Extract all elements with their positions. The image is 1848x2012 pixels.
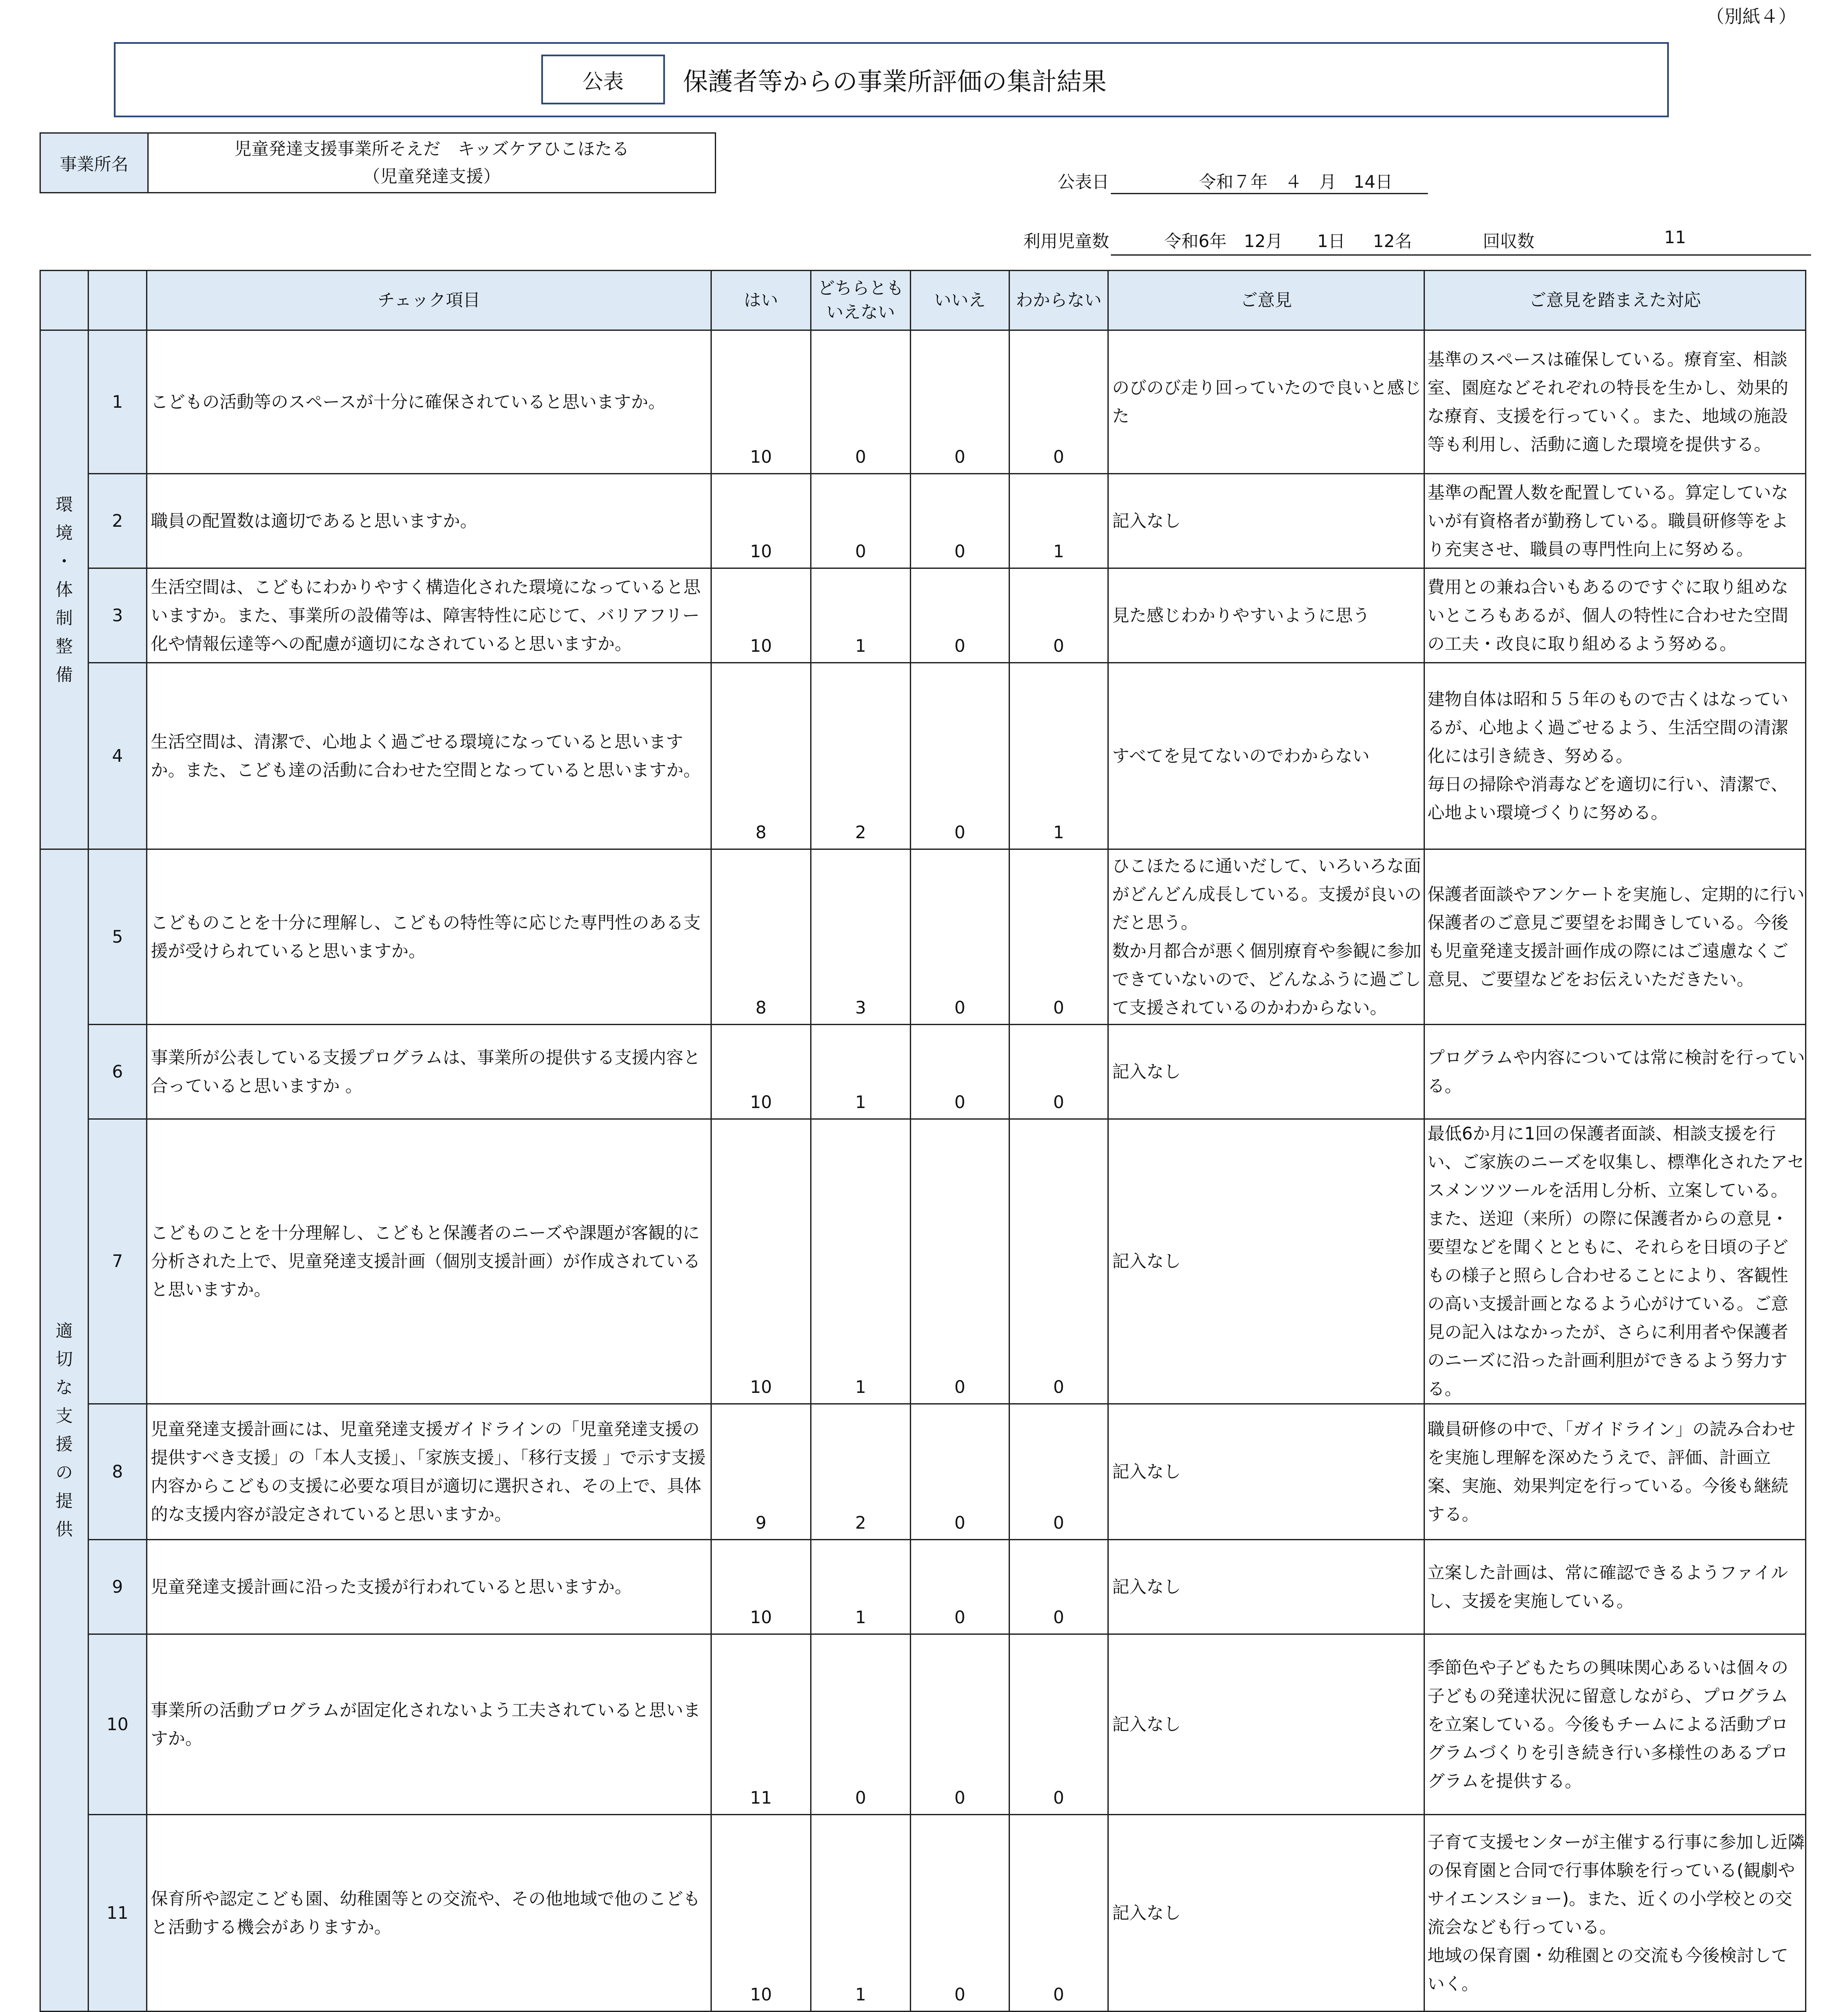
row-unknown-count: 1 (1009, 474, 1108, 568)
public-badge: 公表 (541, 55, 665, 104)
table-row (40, 1404, 1806, 1540)
row-neither-count: 1 (811, 1540, 911, 1634)
evaluation-table (40, 270, 1806, 2012)
row-number: 6 (88, 1025, 147, 1119)
row-yes-count: 10 (711, 330, 811, 474)
row-no-count: 0 (911, 568, 1009, 663)
row-question: 職員の配置数は適切であると思いますか。 (147, 474, 711, 568)
table-row (40, 1025, 1806, 1119)
category-environment (40, 330, 88, 849)
row-neither-count: 2 (811, 663, 911, 849)
header-response: ご意見を踏まえた対応 (1424, 271, 1806, 330)
table-row (40, 849, 1806, 1025)
row-question: こどもの活動等のスペースが十分に確保されていると思いますか。 (147, 330, 711, 474)
children-count-label: 利用児童数 (1023, 232, 1109, 251)
row-no-count: 0 (911, 1815, 1009, 2012)
row-yes-count: 10 (711, 1540, 811, 1634)
header-no: いいえ (911, 271, 1009, 330)
row-number: 1 (88, 330, 147, 474)
category-environment-label: 環 境 ・ 体 制 整 備 (55, 495, 73, 685)
row-no-count: 0 (911, 1540, 1009, 1634)
row-opinion: 記入なし (1108, 1815, 1424, 2012)
row-response: 基準のスペースは確保している。療育室、相談室、園庭などそれぞれの特長を生かし、効果的な療育、支援を行っていく。また、地域の施設等も利用し、活動に適した環境を提供する。 (1424, 330, 1806, 474)
office-name-value (148, 133, 716, 193)
row-neither-count: 3 (811, 849, 911, 1025)
table-row (40, 1634, 1806, 1815)
table-row (40, 568, 1806, 663)
row-unknown-count: 0 (1009, 1815, 1108, 2012)
header-category (40, 271, 88, 330)
row-number: 4 (88, 663, 147, 849)
row-question: 事業所が公表している支援プログラムは、事業所の提供する支援内容と合っていると思いますか 。 (147, 1025, 711, 1119)
header-opinion: ご意見 (1108, 271, 1424, 330)
office-name-line2: （児童発達支援） (363, 167, 500, 186)
row-response: プログラムや内容については常に検討を行っている。 (1424, 1025, 1806, 1119)
row-question: こどものことを十分理解し、こどもと保護者のニーズや課題が客観的に分析された上で、児童発達支援計画（個別支援計画）が作成されていると思いますか。 (147, 1119, 711, 1404)
row-opinion: 見た感じわかりやすいように思う (1108, 568, 1424, 663)
row-neither-count: 1 (811, 1025, 911, 1119)
row-opinion: 記入なし (1108, 474, 1424, 568)
table-row (40, 1815, 1806, 2012)
row-question: こどものことを十分に理解し、こどもの特性等に応じた専門性のある支援が受けられていると思いますか。 (147, 849, 711, 1025)
header-unknown: わからない (1009, 271, 1108, 330)
row-unknown-count: 0 (1009, 1119, 1108, 1404)
row-no-count: 0 (911, 1025, 1009, 1119)
page-title: 保護者等からの事業所評価の集計結果 (683, 67, 1107, 96)
row-number: 10 (88, 1634, 147, 1815)
row-yes-count: 10 (711, 1119, 811, 1404)
publication-date-label: 公表日 (1058, 172, 1109, 192)
row-response: 職員研修の中で、「ガイドライン」の読み合わせを実施し理解を深めたうえで、評価、計画立案、実施、効果判定を行っている。今後も継続する。 (1424, 1404, 1806, 1540)
row-yes-count: 8 (711, 663, 811, 849)
row-opinion: 記入なし (1108, 1119, 1424, 1404)
header-number (88, 271, 147, 330)
row-neither-count: 1 (811, 1815, 911, 2012)
row-no-count: 0 (911, 330, 1009, 474)
row-opinion: 記入なし (1108, 1404, 1424, 1540)
header-yes: はい (711, 271, 811, 330)
category-support-label: 適 切 な 支 援 の 提 供 (55, 1321, 73, 1539)
office-name-table (40, 132, 716, 193)
row-unknown-count: 1 (1009, 663, 1108, 849)
row-yes-count: 11 (711, 1634, 811, 1815)
collected-label: 回収数 (1483, 232, 1534, 251)
table-header-row (40, 271, 1806, 330)
category-support (40, 849, 88, 2012)
row-question: 生活空間は、清潔で、心地よく過ごせる環境になっていると思いますか。また、こども達の活動に合わせた空間となっていると思いますか。 (147, 663, 711, 849)
row-neither-count: 0 (811, 1634, 911, 1815)
row-yes-count: 9 (711, 1404, 811, 1540)
row-number: 11 (88, 1815, 147, 2012)
row-yes-count: 10 (711, 474, 811, 568)
row-neither-count: 1 (811, 568, 911, 663)
row-no-count: 0 (911, 663, 1009, 849)
row-number: 5 (88, 849, 147, 1025)
row-number: 8 (88, 1404, 147, 1540)
row-no-count: 0 (911, 474, 1009, 568)
row-yes-count: 10 (711, 1815, 811, 2012)
children-count-value: 12名 (1373, 232, 1412, 251)
row-no-count: 0 (911, 1119, 1009, 1404)
row-no-count: 0 (911, 849, 1009, 1025)
row-response: 保護者面談やアンケートを実施し、定期的に行い保護者のご意見ご要望をお聞きしている。今後も児童発達支援計画作成の際にはご遠慮なくご意見、ご要望などをお伝えいただきたい。 (1424, 849, 1806, 1025)
row-unknown-count: 0 (1009, 1404, 1108, 1540)
row-question: 児童発達支援計画には、児童発達支援ガイドラインの「児童発達支援の提供すべき支援」の「本人支援」、「家族支援」、「移行支援 」で示す支援内容からこどもの支援に必要な項目が適切に選択され、その上で、具体的な支援内容が設定されていると思いますか。 (147, 1404, 711, 1540)
row-question: 児童発達支援計画に沿った支援が行われていると思いますか。 (147, 1540, 711, 1634)
row-opinion: 記入なし (1108, 1025, 1424, 1119)
row-unknown-count: 0 (1009, 1634, 1108, 1815)
row-unknown-count: 0 (1009, 1540, 1108, 1634)
row-opinion: のびのび走り回っていたので良いと感じた (1108, 330, 1424, 474)
row-yes-count: 10 (711, 1025, 811, 1119)
table-row (40, 1119, 1806, 1404)
row-response: 季節色や子どもたちの興味関心あるいは個々の子どもの発達状況に留意しながら、プログラムを立案している。今後もチームによる活動プログラムづくりを引き続き行い多様性のあるプログラムを提供する。 (1424, 1634, 1806, 1815)
table-row (40, 1540, 1806, 1634)
row-yes-count: 10 (711, 568, 811, 663)
office-name-label: 事業所名 (40, 133, 148, 193)
row-neither-count: 2 (811, 1404, 911, 1540)
row-question: 事業所の活動プログラムが固定化されないよう工夫されていると思いますか。 (147, 1634, 711, 1815)
attachment-label: （別紙４） (1706, 6, 1796, 27)
row-opinion: 記入なし (1108, 1540, 1424, 1634)
publication-date-value: 令和７年 ４ 月 14日 (1111, 168, 1428, 194)
table-row (40, 474, 1806, 568)
row-response: 建物自体は昭和５５年のもので古くはなっているが、心地よく過ごせるよう、生活空間の清潔化には引き続き、努める。 毎日の掃除や消毒などを適切に行い、清潔で、心地よい環境づくりに努める。 (1424, 663, 1806, 849)
row-response: 子育て支援センターが主催する行事に参加し近隣の保育園と合同で行事体験を行っている(観劇やサイエンスショー)。また、近くの小学校との交流会なども行っている。 地域の保育園・幼稚園との交流も今後検討していく。 (1424, 1815, 1806, 2012)
office-name-line1: 児童発達支援事業所そえだ キッズケアひこほたる (234, 139, 629, 159)
row-no-count: 0 (911, 1634, 1009, 1815)
row-opinion: ひこほたるに通いだして、いろいろな面がどんどん成長している。支援が良いのだと思う。 数か月都合が悪く個別療育や参観に参加できていないので、どんなふうに過ごして支援されているのかわからない。 (1108, 849, 1424, 1025)
table-row (40, 663, 1806, 849)
header-neither (811, 271, 911, 330)
row-unknown-count: 0 (1009, 330, 1108, 474)
row-neither-count: 1 (811, 1119, 911, 1404)
header-neither-line1: どちらとも (817, 278, 904, 298)
collected-value: 11 (1664, 228, 1686, 247)
children-count-date: 令和6年 12月 1日 (1164, 232, 1345, 251)
header-item: チェック項目 (147, 271, 711, 330)
row-response: 基準の配置人数を配置している。算定していないが有資格者が勤務している。職員研修等をより充実させ、職員の専門性向上に努める。 (1424, 474, 1806, 568)
row-question: 生活空間は、こどもにわかりやすく構造化された環境になっていると思いますか。また、事業所の設備等は、障害特性に応じて、バリアフリー化や情報伝達等への配慮が適切になされていると思いますか。 (147, 568, 711, 663)
row-unknown-count: 0 (1009, 568, 1108, 663)
row-number: 2 (88, 474, 147, 568)
row-neither-count: 0 (811, 330, 911, 474)
row-yes-count: 8 (711, 849, 811, 1025)
row-response: 立案した計画は、常に確認できるようファイルし、支援を実施している。 (1424, 1540, 1806, 1634)
header-neither-line2: いえない (826, 302, 895, 322)
row-neither-count: 0 (811, 474, 911, 568)
row-question: 保育所や認定こども園、幼稚園等との交流や、その他地域で他のこどもと活動する機会がありますか。 (147, 1815, 711, 2012)
row-opinion: すべてを見てないのでわからない (1108, 663, 1424, 849)
row-number: 3 (88, 568, 147, 663)
row-number: 9 (88, 1540, 147, 1634)
row-response: 費用との兼ね合いもあるのですぐに取り組めないところもあるが、個人の特性に合わせた空間の工夫・改良に取り組めるよう努める。 (1424, 568, 1806, 663)
row-no-count: 0 (911, 1404, 1009, 1540)
table-row (40, 330, 1806, 474)
row-number: 7 (88, 1119, 147, 1404)
row-unknown-count: 0 (1009, 1025, 1108, 1119)
row-response: 最低6か月に1回の保護者面談、相談支援を行い、ご家族のニーズを収集し、標準化されたアセスメンツツールを活用し分析、立案している。また、送迎（来所）の際に保護者からの意見・要望などを聞くとともに、それらを日頃の子どもの様子と照らし合わせることにより、客観性の高い支援計画となるよう心がけている。ご意見の記入はなかったが、さらに利用者や保護者のニーズに沿った計画利胆ができるよう努力する。 (1424, 1119, 1806, 1404)
row-unknown-count: 0 (1009, 849, 1108, 1025)
row-opinion: 記入なし (1108, 1634, 1424, 1815)
